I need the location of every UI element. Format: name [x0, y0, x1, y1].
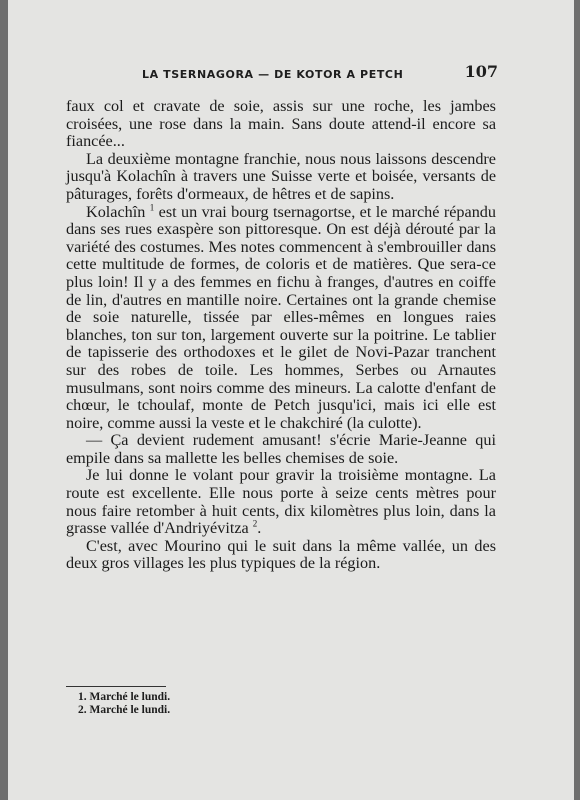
- running-title: LA TSERNAGORA — DE KOTOR A PETCH: [142, 68, 404, 81]
- footnotes: [78, 691, 170, 716]
- paragraph-text: La deuxième montagne franchie, nous nous laissons descendre jusqu'à Kolachîn à travers une Suisse verte et boisée, versants de pâturages, forêts d'ormeaux, de hêtres et de sapins.: [66, 149, 496, 203]
- book-page: [8, 0, 574, 800]
- footnote: 2. Marché le lundi.: [78, 703, 171, 716]
- paragraph: [66, 204, 496, 433]
- paragraph-text: faux col et cravate de soie, assis sur une roche, les jambes croisées, une rose dans la main. Sans doute attend-il encore sa fiancée...: [66, 97, 496, 151]
- footnote: 1. Marché le lundi.: [78, 691, 171, 703]
- footnote-ref: 2: [252, 518, 258, 529]
- footnote-divider: [66, 686, 166, 687]
- body-text: [66, 98, 496, 573]
- page-number: 107: [464, 62, 498, 81]
- paragraph-text: .: [257, 519, 262, 538]
- paragraph-text: Je lui donne le volant pour gravir la troisième montagne. La route est excellente. Elle nous porte à seize cents mètres pour nous faire retomber à huit cents, dix kilomètres plus loin, dans la grasse vallée d'Andriyévitza: [66, 466, 496, 538]
- paragraph: [66, 538, 496, 573]
- paragraph: [66, 467, 496, 537]
- paragraph: [66, 98, 496, 151]
- paragraph: [66, 151, 496, 204]
- paragraph-text: Kolachîn: [86, 202, 150, 221]
- footnote-ref: 1: [149, 202, 155, 213]
- paragraph-text: — Ça devient rudement amusant! s'écrie Marie-Jeanne qui empile dans sa mallette les belles chemises de soie.: [66, 431, 496, 467]
- paragraph: [66, 432, 496, 467]
- paragraph-text: est un vrai bourg tsernagortse, et le marché répandu dans ses rues exaspère son pittoresque. On est déjà dérouté par la variété des costumes. Mes notes commencent à s'embrouiller dans cette multitude de formes, de coloris et de matières. Que sera-ce plus loin! Il y a des femmes en fichu à franges, d'autres en coiffe de lin, d'autres en mantille noire. Certaines ont la grande chemise de soie naturelle, tissée par elles-mêmes en longues raies blanches, ton sur ton, largement ouverte sur la poitrine. Le tablier de tapisserie des orthodoxes et le gilet de Novi-Pazar tranchent sur des robes de toile. Les hommes, Serbes ou Arnautes musulmans, sont noirs comme des mineurs. La calotte d'enfant de chœur, le tchoulaf, monte de Petch jusqu'ici, mais ici elle est noire, comme aussi la veste et le chakchiré (la culotte).: [66, 202, 496, 432]
- paragraph-text: C'est, avec Mourino qui le suit dans la même vallée, un des deux gros villages les plus typiques de la région.: [66, 536, 496, 573]
- page-header: [66, 62, 496, 84]
